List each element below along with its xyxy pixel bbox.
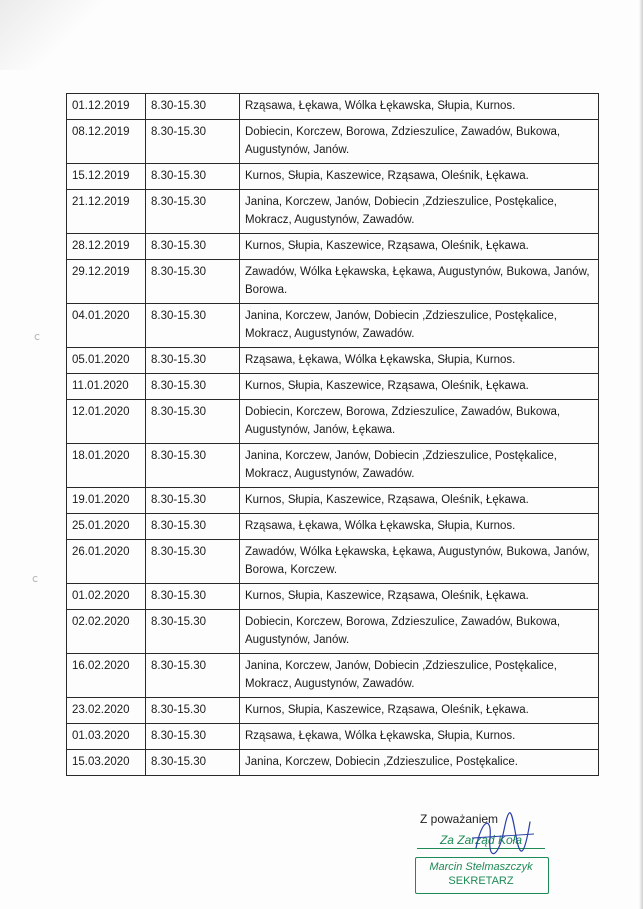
hours-cell: 8.30-15.30 xyxy=(146,348,240,374)
schedule-row xyxy=(67,304,599,348)
schedule-row xyxy=(67,374,599,400)
date-cell: 01.03.2020 xyxy=(67,724,146,750)
schedule-row xyxy=(67,444,599,488)
schedule-row xyxy=(67,400,599,444)
places-cell: Dobiecin, Korczew, Borowa, Zdzieszulice, Zawadów, Bukowa, Augustynów, Janów. xyxy=(240,120,599,164)
date-cell: 29.12.2019 xyxy=(67,260,146,304)
schedule-row xyxy=(67,514,599,540)
schedule-row xyxy=(67,260,599,304)
hours-cell: 8.30-15.30 xyxy=(146,610,240,654)
scan-shadow xyxy=(0,0,110,70)
date-cell: 12.01.2020 xyxy=(67,400,146,444)
schedule-table xyxy=(66,93,599,776)
hours-cell: 8.30-15.30 xyxy=(146,750,240,776)
places-cell: Rząsawa, Łękawa, Wólka Łękawska, Słupia, Kurnos. xyxy=(240,724,599,750)
hours-cell: 8.30-15.30 xyxy=(146,304,240,348)
date-cell: 11.01.2020 xyxy=(67,374,146,400)
hours-cell: 8.30-15.30 xyxy=(146,374,240,400)
places-cell: Kurnos, Słupia, Kaszewice, Rząsawa, Oleśnik, Łękawa. xyxy=(240,234,599,260)
date-cell: 15.03.2020 xyxy=(67,750,146,776)
places-cell: Kurnos, Słupia, Kaszewice, Rząsawa, Oleśnik, Łękawa. xyxy=(240,374,599,400)
schedule-row xyxy=(67,698,599,724)
schedule-row xyxy=(67,584,599,610)
hours-cell: 8.30-15.30 xyxy=(146,488,240,514)
hours-cell: 8.30-15.30 xyxy=(146,654,240,698)
hours-cell: 8.30-15.30 xyxy=(146,540,240,584)
places-cell: Dobiecin, Korczew, Borowa, Zdzieszulice, Zawadów, Bukowa, Augustynów, Janów, Łękawa. xyxy=(240,400,599,444)
hours-cell: 8.30-15.30 xyxy=(146,164,240,190)
date-cell: 01.02.2020 xyxy=(67,584,146,610)
closing-text: Z poważaniem xyxy=(420,812,499,826)
schedule-row xyxy=(67,610,599,654)
places-cell: Kurnos, Słupia, Kaszewice, Rząsawa, Oleśnik, Łękawa. xyxy=(240,584,599,610)
date-cell: 16.02.2020 xyxy=(67,654,146,698)
schedule-row xyxy=(67,234,599,260)
date-cell: 26.01.2020 xyxy=(67,540,146,584)
hours-cell: 8.30-15.30 xyxy=(146,260,240,304)
scan-edge-shadow xyxy=(639,0,643,909)
hours-cell: 8.30-15.30 xyxy=(146,444,240,488)
hours-cell: 8.30-15.30 xyxy=(146,514,240,540)
places-cell: Janina, Korczew, Dobiecin ,Zdzieszulice, Postękalice. xyxy=(240,750,599,776)
date-cell: 01.12.2019 xyxy=(67,94,146,120)
places-cell: Zawadów, Wólka Łękawska, Łękawa, Augustynów, Bukowa, Janów, Borowa. xyxy=(240,260,599,304)
stamp-role-text: SEKRETARZ xyxy=(448,875,514,887)
schedule-row xyxy=(67,94,599,120)
places-cell: Janina, Korczew, Janów, Dobiecin ,Zdzieszulice, Postękalice, Mokracz, Augustynów, Zawadów. xyxy=(240,190,599,234)
schedule-row xyxy=(67,724,599,750)
hours-cell: 8.30-15.30 xyxy=(146,400,240,444)
hours-cell: 8.30-15.30 xyxy=(146,724,240,750)
schedule-row xyxy=(67,120,599,164)
schedule-row xyxy=(67,348,599,374)
date-cell: 18.01.2020 xyxy=(67,444,146,488)
date-cell: 02.02.2020 xyxy=(67,610,146,654)
margin-mark: ⅽ xyxy=(32,573,39,585)
places-cell: Kurnos, Słupia, Kaszewice, Rząsawa, Oleśnik, Łękawa. xyxy=(240,488,599,514)
hours-cell: 8.30-15.30 xyxy=(146,190,240,234)
places-cell: Kurnos, Słupia, Kaszewice, Rząsawa, Oleśnik, Łękawa. xyxy=(240,698,599,724)
places-cell: Rząsawa, Łękawa, Wólka Łękawska, Słupia, Kurnos. xyxy=(240,348,599,374)
schedule-row xyxy=(67,190,599,234)
places-cell: Dobiecin, Korczew, Borowa, Zdzieszulice, Zawadów, Bukowa, Augustynów, Janów. xyxy=(240,610,599,654)
schedule-row xyxy=(67,164,599,190)
places-cell: Janina, Korczew, Janów, Dobiecin ,Zdzieszulice, Postękalice, Mokracz, Augustynów, Zawadów. xyxy=(240,304,599,348)
stamp-name-text: Marcin Stelmaszczyk xyxy=(429,861,533,873)
date-cell: 05.01.2020 xyxy=(67,348,146,374)
date-cell: 23.02.2020 xyxy=(67,698,146,724)
schedule-body xyxy=(67,94,599,776)
places-cell: Zawadów, Wólka Łękawska, Łękawa, Augustynów, Bukowa, Janów, Borowa, Korczew. xyxy=(240,540,599,584)
date-cell: 04.01.2020 xyxy=(67,304,146,348)
hours-cell: 8.30-15.30 xyxy=(146,94,240,120)
date-cell: 19.01.2020 xyxy=(67,488,146,514)
stamp-board-text: Za Zarząd Koła xyxy=(439,833,523,847)
schedule-row xyxy=(67,654,599,698)
signature-block xyxy=(408,812,558,892)
handwritten-signature xyxy=(468,808,538,868)
places-cell: Janina, Korczew, Janów, Dobiecin ,Zdzieszulice, Postękalice, Mokracz, Augustynów, Zawadów. xyxy=(240,654,599,698)
hours-cell: 8.30-15.30 xyxy=(146,698,240,724)
schedule-row xyxy=(67,488,599,514)
schedule-row xyxy=(67,540,599,584)
margin-mark: ⅽ xyxy=(34,331,41,343)
places-cell: Kurnos, Słupia, Kaszewice, Rząsawa, Oleśnik, Łękawa. xyxy=(240,164,599,190)
hours-cell: 8.30-15.30 xyxy=(146,120,240,164)
date-cell: 25.01.2020 xyxy=(67,514,146,540)
schedule-row xyxy=(67,750,599,776)
date-cell: 21.12.2019 xyxy=(67,190,146,234)
date-cell: 28.12.2019 xyxy=(67,234,146,260)
hours-cell: 8.30-15.30 xyxy=(146,584,240,610)
date-cell: 08.12.2019 xyxy=(67,120,146,164)
places-cell: Rząsawa, Łękawa, Wólka Łękawska, Słupia, Kurnos. xyxy=(240,94,599,120)
date-cell: 15.12.2019 xyxy=(67,164,146,190)
places-cell: Janina, Korczew, Janów, Dobiecin ,Zdzieszulice, Postękalice, Mokracz, Augustynów, Zawadów. xyxy=(240,444,599,488)
hours-cell: 8.30-15.30 xyxy=(146,234,240,260)
places-cell: Rząsawa, Łękawa, Wólka Łękawska, Słupia, Kurnos. xyxy=(240,514,599,540)
